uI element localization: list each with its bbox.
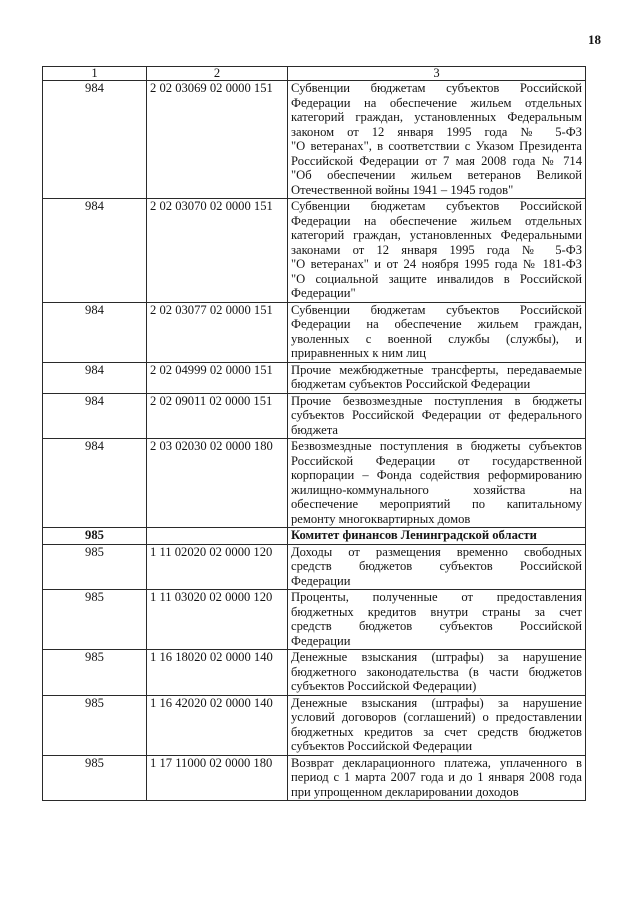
- description-line: законом от 12 января 1995 года № 5-ФЗ: [291, 124, 582, 139]
- description-line: субъектов Российской Федерации): [291, 679, 477, 693]
- description-line: средств бюджетов субъектов Российской: [291, 559, 582, 573]
- description-line: период с 1 марта 2007 года и до 1 января 2008 года: [291, 770, 582, 784]
- description-line: Федерации: [291, 633, 351, 648]
- header-cell-2: 2: [147, 67, 288, 81]
- revenue-code-cell: 2 02 09011 02 0000 151: [147, 393, 288, 439]
- table-row: [43, 439, 586, 528]
- admin-code-cell: 984: [43, 439, 147, 528]
- admin-code-cell: 985: [43, 544, 147, 590]
- description-line: категорий граждан, установленных Федеральными: [291, 228, 582, 242]
- revenue-code-cell: 1 11 03020 02 0000 120: [147, 590, 288, 650]
- description-line: условий договоров (соглашений) о предоставлении: [291, 710, 582, 724]
- description-cell: [288, 650, 586, 696]
- table-row: [43, 362, 586, 393]
- description-line: Денежные взыскания (штрафы) за нарушение: [291, 695, 582, 710]
- description-cell: [288, 590, 586, 650]
- description-line: Субвенции бюджетам субъектов Российской: [291, 81, 582, 95]
- table-row: [43, 650, 586, 696]
- description-line: уволенных с военной службы (службы), и: [291, 331, 582, 346]
- description-line: бюджетных кредитов за счет средств бюджетов: [291, 724, 582, 739]
- description-cell: [288, 439, 586, 528]
- revenue-code-cell: 2 02 03069 02 0000 151: [147, 81, 288, 199]
- revenue-code-cell: 1 16 42020 02 0000 140: [147, 695, 288, 755]
- description-line: Комитет финансов Ленинградской области: [291, 528, 537, 542]
- table-row: [43, 544, 586, 590]
- revenue-code-cell: 2 02 03070 02 0000 151: [147, 199, 288, 303]
- description-line: Проценты, полученные от предоставления: [291, 590, 582, 604]
- description-line: средств бюджетов субъектов Российской: [291, 619, 582, 633]
- section-row: [43, 528, 586, 545]
- revenue-code-cell: 1 11 02020 02 0000 120: [147, 544, 288, 590]
- description-line: жилищно-коммунального хозяйства на: [291, 482, 582, 497]
- admin-code-cell: 985: [43, 590, 147, 650]
- revenue-code-cell: 1 17 11000 02 0000 180: [147, 755, 288, 801]
- description-line: корпорации – Фонда содействия реформированию: [291, 468, 582, 482]
- description-line: Прочие безвозмездные поступления в бюджеты: [291, 393, 582, 408]
- revenue-code-cell: 1 16 18020 02 0000 140: [147, 650, 288, 696]
- description-cell: [288, 302, 586, 362]
- admin-code-cell: 984: [43, 302, 147, 362]
- description-line: Субвенции бюджетам субъектов Российской: [291, 199, 582, 213]
- admin-code-cell: 985: [43, 650, 147, 696]
- description-line: обеспечение мероприятий по капитальному: [291, 497, 582, 511]
- description-line: Субвенции бюджетам субъектов Российской: [291, 302, 582, 317]
- description-line: "Об обеспечении жильем ветеранов Великой: [291, 168, 582, 182]
- description-line: Безвозмездные поступления в бюджеты субъектов: [291, 439, 582, 453]
- description-cell: [288, 362, 586, 393]
- description-line: бюджета: [291, 422, 338, 437]
- admin-code-cell: 984: [43, 393, 147, 439]
- description-line: приравненных к ним лиц: [291, 346, 426, 360]
- revenue-code-cell: 2 02 04999 02 0000 151: [147, 362, 288, 393]
- description-cell: [288, 544, 586, 590]
- description-line: "О социальной защите инвалидов в Российской: [291, 271, 582, 286]
- description-line: бюджетного законодательства (в части бюджетов: [291, 664, 582, 679]
- description-line: Возврат декларационного платежа, уплаченного в: [291, 755, 582, 770]
- description-line: бюджетам субъектов Российской Федерации: [291, 377, 531, 391]
- table-row: [43, 393, 586, 439]
- revenue-code-cell: 2 02 03077 02 0000 151: [147, 302, 288, 362]
- description-line: субъектов Российской Федерации: [291, 739, 473, 753]
- description-cell: [288, 755, 586, 801]
- description-cell: [288, 81, 586, 199]
- table-header-row: [43, 67, 586, 81]
- admin-code-cell: 984: [43, 362, 147, 393]
- revenue-code-cell: [147, 528, 288, 545]
- description-cell: [288, 695, 586, 755]
- table-row: [43, 199, 586, 303]
- header-cell-1: 1: [43, 67, 147, 81]
- table-row: [43, 590, 586, 650]
- description-line: Доходы от размещения временно свободных: [291, 544, 582, 559]
- description-line: "О ветеранах", в соответствии с Указом Президента: [291, 139, 582, 153]
- revenue-codes-table: [42, 66, 586, 801]
- description-line: Отечественной войны 1941 – 1945 годов": [291, 182, 514, 197]
- table-body: [43, 67, 586, 801]
- description-line: при упрощенном декларировании доходов: [291, 784, 519, 799]
- description-line: "О ветеранах" и от 24 ноября 1995 года № 181-ФЗ: [291, 257, 582, 271]
- description-line: Федерации на обеспечение жильем отдельных: [291, 95, 582, 110]
- description-line: категорий граждан, установленных Федеральным: [291, 110, 582, 124]
- description-line: Российской Федерации от 7 мая 2008 года № 714: [291, 153, 582, 168]
- description-line: ремонту многоквартирных домов: [291, 511, 471, 526]
- description-line: Прочие межбюджетные трансферты, передаваемые: [291, 362, 582, 377]
- description-line: Денежные взыскания (штрафы) за нарушение: [291, 650, 582, 664]
- description-line: Федерации на обеспечение жильем отдельных: [291, 213, 582, 228]
- page-number: 18: [588, 32, 601, 47]
- description-line: Федерации": [291, 286, 356, 300]
- revenue-code-cell: 2 03 02030 02 0000 180: [147, 439, 288, 528]
- description-cell: [288, 528, 586, 545]
- table-row: [43, 755, 586, 801]
- description-line: законами от 12 января 1995 года № 5-ФЗ: [291, 242, 582, 257]
- header-cell-3: 3: [288, 67, 586, 81]
- table-row: [43, 695, 586, 755]
- admin-code-cell: 985: [43, 695, 147, 755]
- table-row: [43, 302, 586, 362]
- admin-code-cell: 984: [43, 199, 147, 303]
- description-line: Федерации на обеспечение жильем граждан,: [291, 317, 582, 331]
- description-line: бюджетных кредитов внутри страны за счет: [291, 604, 582, 619]
- description-line: Российской Федерации от государственной: [291, 453, 582, 468]
- description-cell: [288, 393, 586, 439]
- description-line: Федерации: [291, 573, 351, 588]
- description-line: субъектов Российской Федерации от федерального: [291, 408, 582, 422]
- admin-code-cell: 985: [43, 755, 147, 801]
- description-cell: [288, 199, 586, 303]
- admin-code-cell: 984: [43, 81, 147, 199]
- admin-code-cell: 985: [43, 528, 147, 545]
- table-row: [43, 81, 586, 199]
